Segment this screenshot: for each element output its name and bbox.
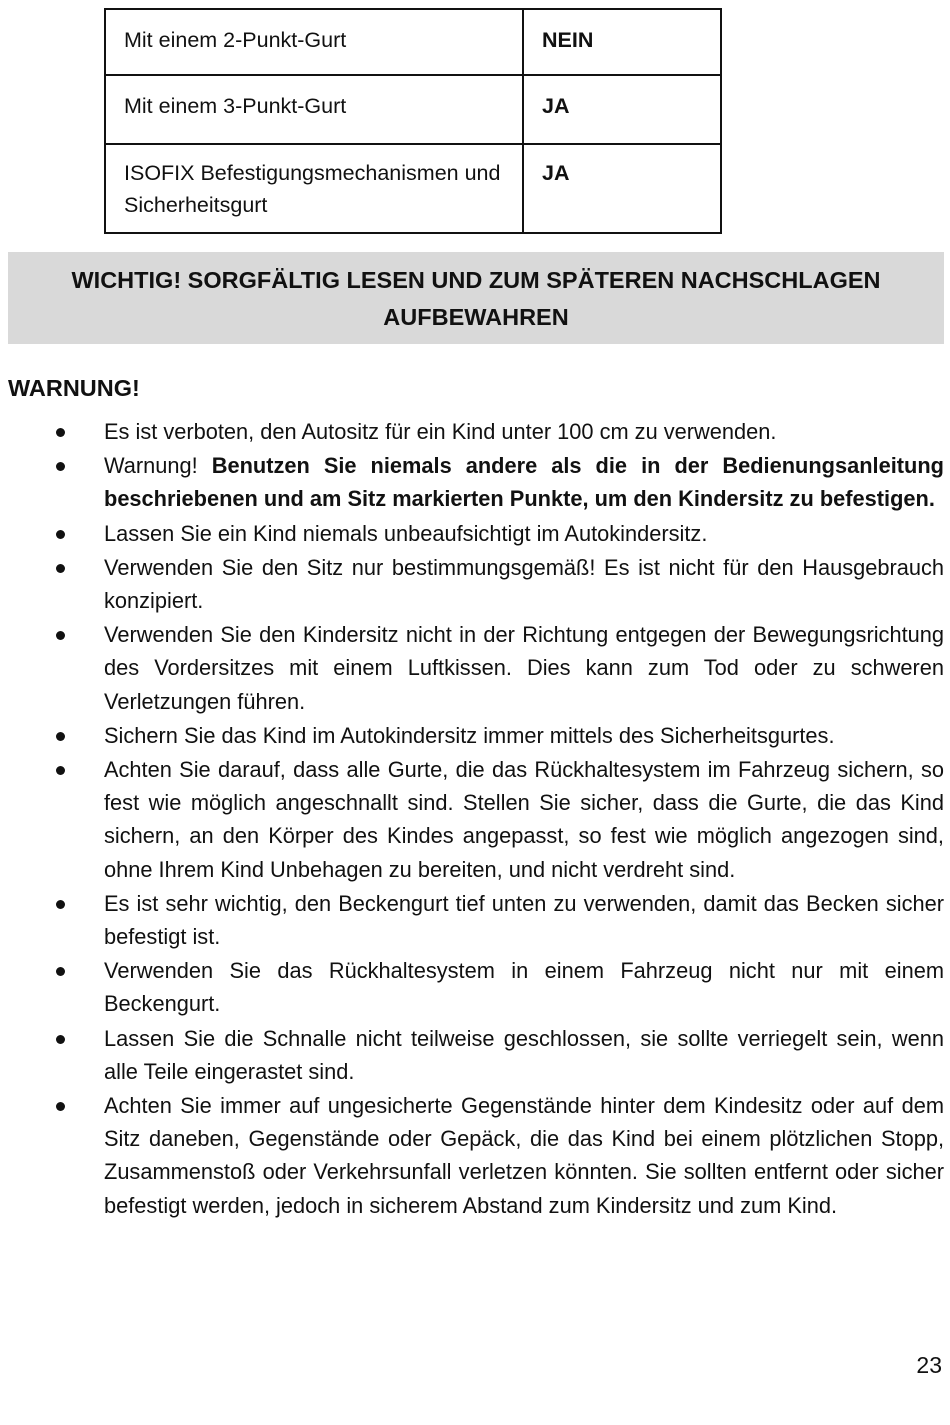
list-item-text: Sichern Sie das Kind im Autokindersitz immer mittels des Sicherheitsgurtes.: [104, 722, 835, 748]
bullet-icon: [56, 766, 65, 775]
list-item: [0, 954, 944, 1020]
list-item: [0, 551, 944, 617]
list-item: [0, 1022, 944, 1088]
table-cell-label: Mit einem 3-Punkt-Gurt: [105, 75, 523, 144]
list-item-text: Verwenden Sie das Rückhaltesystem in einem Fahrzeug nicht nur mit einem Beckengurt.: [104, 958, 944, 1017]
list-item: [0, 753, 944, 886]
table-cell-value: JA: [523, 75, 721, 144]
bullet-icon: [56, 967, 65, 976]
list-item: [0, 1089, 944, 1222]
warning-list: [0, 415, 944, 1223]
list-item: [0, 887, 944, 953]
bullet-icon: [56, 564, 65, 573]
list-item-text: Es ist verboten, den Autositz für ein Kind unter 100 cm zu verwenden.: [104, 419, 777, 444]
list-item-prefix: Warnung!: [104, 453, 212, 479]
list-item: [0, 618, 944, 718]
bullet-icon: [56, 462, 65, 471]
list-item: [0, 517, 944, 550]
list-item-text: Es ist sehr wichtig, den Beckengurt tief unten zu verwenden, damit das Becken sicher befestigt ist.: [104, 890, 944, 950]
table-cell-label: [105, 144, 523, 233]
banner-line: AUFBEWAHREN: [383, 304, 569, 330]
list-item-text: Lassen Sie ein Kind niemals unbeaufsichtigt im Autokindersitz.: [104, 520, 708, 546]
bullet-icon: [56, 1035, 65, 1044]
banner-line: WICHTIG! SORGFÄLTIG LESEN UND ZUM SPÄTEREN NACHSCHLAGEN: [71, 267, 881, 293]
table-cell-value: NEIN: [523, 9, 721, 75]
warning-heading: WARNUNG!: [8, 375, 140, 401]
list-item-text: Verwenden Sie den Sitz nur bestimmungsgemäß! Es ist nicht für den Hausgebrauch konzipiert.: [104, 554, 944, 614]
list-item: [0, 415, 944, 448]
list-item-text: Achten Sie immer auf ungesicherte Gegenstände hinter dem Kindesitz oder auf dem Sitz daneben, Gegenstände oder Gepäck, die das Kind bei einem plötzlichen Stopp, Zusammenstoß oder Verkehrsunfall verletzen könnten. Sie sollten entfernt oder sicher befestigt werden, jedoch in sicherem Abstand zum Kindersitz und zum Kind.: [104, 1093, 944, 1218]
table-row: [105, 75, 721, 144]
list-item-strong-text: Benutzen Sie niemals andere als die in der Bedienungsanleitung beschriebenen und am Sitz markierten Punkte, um den Kindersitz zu befestigen.: [104, 453, 944, 512]
bullet-icon: [56, 732, 65, 741]
table-cell-value: JA: [523, 144, 721, 233]
page-number: 23: [916, 1352, 942, 1378]
table-cell-label-line: Sicherheitsgurt: [124, 193, 268, 217]
list-item: [0, 719, 944, 752]
bullet-icon: [56, 631, 65, 640]
list-item-text: Lassen Sie die Schnalle nicht teilweise geschlossen, sie sollte verriegelt sein, wenn alle Teile eingerastet sind.: [104, 1025, 944, 1084]
bullet-icon: [56, 1102, 65, 1111]
table-row: [105, 144, 721, 233]
table-cell-label: Mit einem 2-Punkt-Gurt: [105, 9, 523, 75]
list-item: [0, 449, 944, 515]
bullet-icon: [56, 530, 65, 539]
list-item-text: Achten Sie darauf, dass alle Gurte, die das Rückhaltesystem im Fahrzeug sichern, so fest wie möglich angeschnallt sind. Stellen Sie sicher, dass die Gurte, die das Kind sichern, an den Körper des Kindes angepasst, so fest wie möglich angezogen sind, ohne Ihrem Kind Unbehagen zu bereiten, und nicht verdreht sind.: [104, 757, 944, 882]
bullet-icon: [56, 428, 65, 437]
important-banner: [8, 252, 944, 344]
table-cell-label-line: ISOFIX Befestigungsmechanismen und: [124, 161, 501, 185]
compatibility-table: [104, 8, 722, 234]
list-item-text: Verwenden Sie den Kindersitz nicht in der Richtung entgegen der Bewegungsrichtung des Vordersitzes mit einem Luftkissen. Dies kann zum Tod oder zu schweren Verletzungen führen.: [104, 622, 944, 714]
table-row: [105, 9, 721, 75]
bullet-icon: [56, 900, 65, 909]
